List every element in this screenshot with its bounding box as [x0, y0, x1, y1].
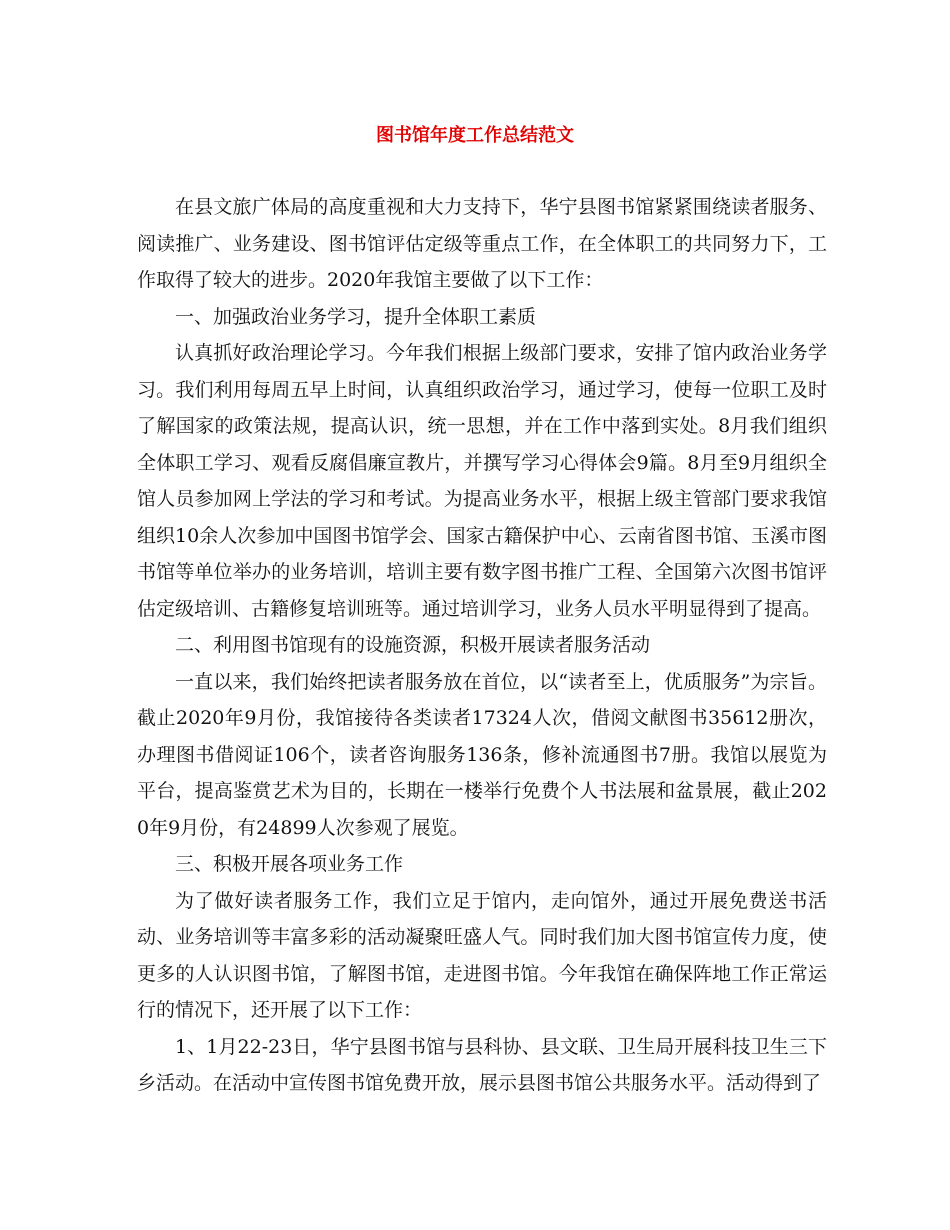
paragraph-study: 认真抓好政治理论学习。今年我们根据上级部门要求，安排了馆内政治业务学习。我们利用每周五早上时间，认真组织政治学习，通过学习，使每一位职工及时了解国家的政策法规，提高认识，统一思想，并在工作中落到实处。8月我们组织全体职工学习、观看反腐倡廉宣教片，并撰写学习心得体会9篇。8月至9月组织全馆人员参加网上学法的学习和考试。为提高业务水平，根据上级主管部门要求我馆组织10余人次参加中国图书馆学会、国家古籍保护中心、云南省图书馆、玉溪市图书馆等单位举办的业务培训，培训主要有数字图书推广工程、全国第六次图书馆评估定级培训、古籍修复培训班等。通过培训学习，业务人员水平明显得到了提高。: [137, 342, 827, 620]
paragraph-intro: 在县文旅广体局的高度重视和大力支持下，华宁县图书馆紧紧围绕读者服务、阅读推广、业务建设、图书馆评估定级等重点工作，在全体职工的共同努力下，工作取得了较大的进步。2020年我馆主要做了以下工作：: [137, 196, 827, 291]
document-body: [137, 189, 827, 1102]
document-title: 图书馆年度工作总结范文: [376, 125, 574, 146]
section-heading-1: 一、加强政治业务学习，提升全体职工素质: [175, 305, 537, 328]
paragraph-item-1: 1、1月22-23日，华宁县图书馆与县科协、县文联、卫生局开展科技卫生三下乡活动。在活动中宣传图书馆免费开放，展示县图书馆公共服务水平。活动得到了: [137, 1035, 827, 1094]
paragraph-business: 为了做好读者服务工作，我们立足于馆内，走向馆外，通过开展免费送书活动、业务培训等丰富多彩的活动凝聚旺盛人气。同时我们加大图书馆宣传力度，使更多的人认识图书馆，了解图书馆，走进图书馆。今年我馆在确保阵地工作正常运行的情况下，还开展了以下工作：: [137, 889, 827, 1021]
paragraph-reader-service: 一直以来，我们始终把读者服务放在首位，以“读者至上，优质服务”为宗旨。截止2020年9月份，我馆接待各类读者17324人次，借阅文献图书35612册次，办理图书借阅证106个，读者咨询服务136条，修补流通图书7册。我馆以展览为平台，提高鉴赏艺术为目的，长期在一楼举行免费个人书法展和盆景展，截止2020年9月份，有24899人次参观了展览。: [137, 670, 827, 839]
section-heading-2: 二、利用图书馆现有的设施资源，积极开展读者服务活动: [175, 634, 651, 656]
section-heading-3: 三、积极开展各项业务工作: [175, 853, 404, 875]
